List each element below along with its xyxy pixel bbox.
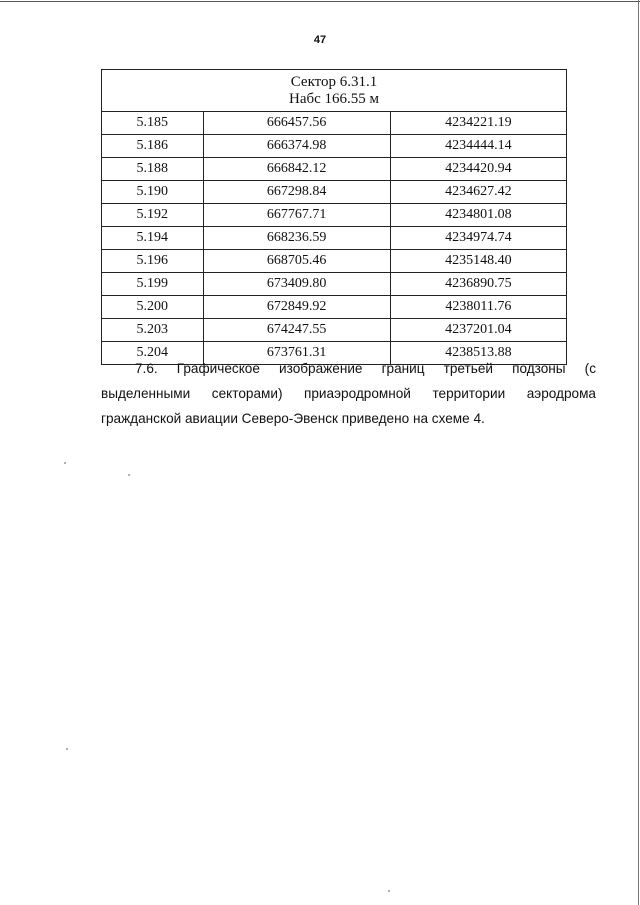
table-row: [102, 296, 567, 319]
y-coordinate-cell: 4234974.74: [390, 227, 566, 250]
y-coordinate-cell: 4236890.75: [390, 273, 566, 296]
table-row: [102, 181, 567, 204]
point-id-cell: 5.190: [102, 181, 204, 204]
point-id-cell: 5.199: [102, 273, 204, 296]
scan-speck: [388, 890, 390, 892]
scan-speck: [128, 474, 130, 476]
table-row: [102, 135, 567, 158]
x-coordinate-cell: 667298.84: [203, 181, 390, 204]
coordinates-table: [101, 69, 567, 365]
scan-speck: [66, 748, 68, 750]
point-id-cell: 5.192: [102, 204, 204, 227]
y-coordinate-cell: 4237201.04: [390, 319, 566, 342]
table-row: [102, 112, 567, 135]
y-coordinate-cell: 4234420.94: [390, 158, 566, 181]
x-coordinate-cell: 667767.71: [203, 204, 390, 227]
table-header-row: [102, 70, 567, 112]
point-id-cell: 5.203: [102, 319, 204, 342]
point-id-cell: 5.194: [102, 227, 204, 250]
page-number: 47: [313, 34, 327, 46]
y-coordinate-cell: 4238513.88: [390, 342, 566, 365]
x-coordinate-cell: 673761.31: [203, 342, 390, 365]
x-coordinate-cell: 666374.98: [203, 135, 390, 158]
sector-title: Сектор 6.31.1: [290, 74, 378, 90]
table-header-cell: [102, 70, 567, 112]
y-coordinate-cell: 4234221.19: [390, 112, 566, 135]
y-coordinate-cell: 4234627.42: [390, 181, 566, 204]
point-id-cell: 5.188: [102, 158, 204, 181]
point-id-cell: 5.196: [102, 250, 204, 273]
table-row: [102, 227, 567, 250]
x-coordinate-cell: 673409.80: [203, 273, 390, 296]
point-id-cell: 5.200: [102, 296, 204, 319]
section-paragraph: 7.6. Графическое изображение границ третьей подзоны (с выделенными секторами) приаэродромной территории аэродрома гражданской авиации Северо-Эвенск приведено на схеме 4.: [101, 361, 596, 426]
table-row: [102, 250, 567, 273]
point-id-cell: 5.204: [102, 342, 204, 365]
point-id-cell: 5.186: [102, 135, 204, 158]
x-coordinate-cell: 668236.59: [203, 227, 390, 250]
page-right-edge: [638, 0, 639, 905]
scan-speck: [64, 462, 66, 464]
y-coordinate-cell: 4238011.76: [390, 296, 566, 319]
sector-height: Набс 166.55 м: [288, 90, 380, 107]
table-row: [102, 319, 567, 342]
x-coordinate-cell: 668705.46: [203, 250, 390, 273]
y-coordinate-cell: 4234444.14: [390, 135, 566, 158]
y-coordinate-cell: 4234801.08: [390, 204, 566, 227]
x-coordinate-cell: 666457.56: [203, 112, 390, 135]
page-top-edge: [0, 1, 640, 2]
point-id-cell: 5.185: [102, 112, 204, 135]
table-row: [102, 204, 567, 227]
x-coordinate-cell: 674247.55: [203, 319, 390, 342]
table-row: [102, 158, 567, 181]
table-row: [102, 273, 567, 296]
y-coordinate-cell: 4235148.40: [390, 250, 566, 273]
x-coordinate-cell: 672849.92: [203, 296, 390, 319]
x-coordinate-cell: 666842.12: [203, 158, 390, 181]
